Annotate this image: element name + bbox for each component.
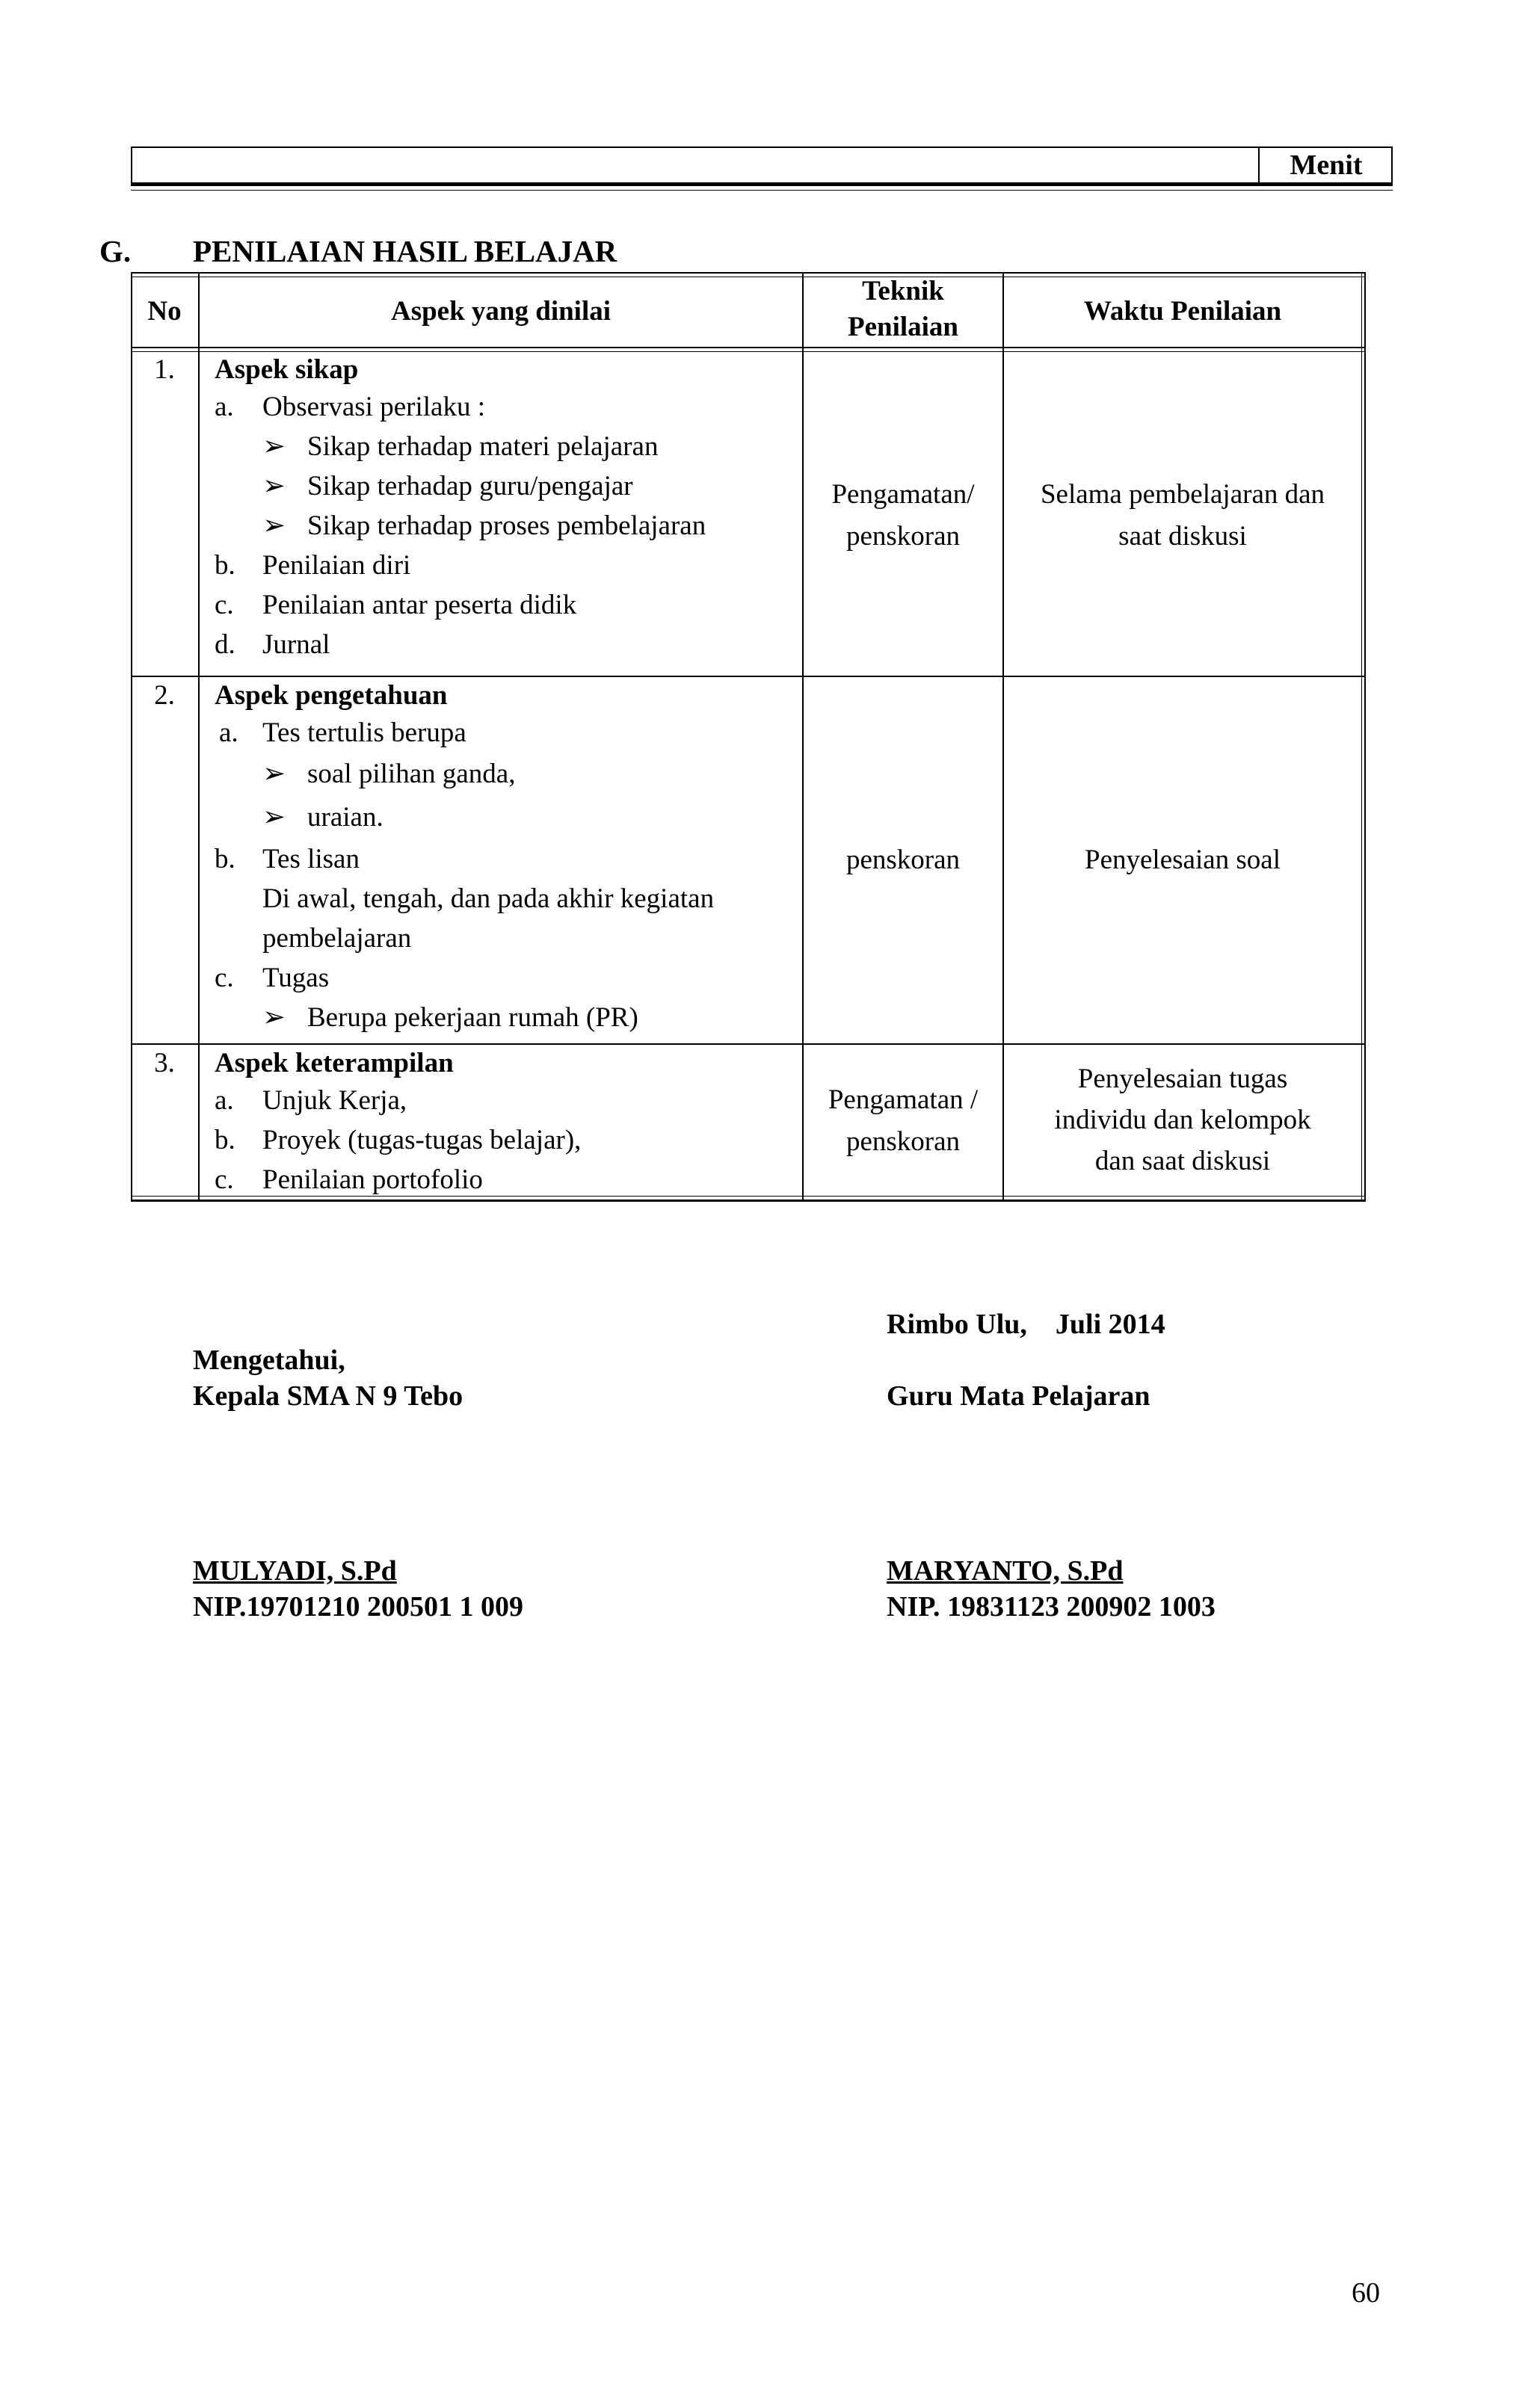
list-item: ➢ Sikap terhadap materi pelajaran xyxy=(215,427,798,466)
table-bottom-rule xyxy=(131,184,1393,186)
list-item: ➢ soal pilihan ganda, xyxy=(215,753,798,796)
table-bottom-rule-thin xyxy=(131,190,1393,191)
acknowledged-label: Mengetahui, xyxy=(193,1345,345,1376)
row-3-heading: Aspek keterampilan xyxy=(215,1048,454,1078)
arrow-bullet-icon: ➢ xyxy=(262,1002,286,1033)
teacher-title: Guru Mata Pelajaran xyxy=(887,1380,1150,1412)
assessment-table xyxy=(131,272,1366,1202)
row-1-teknik: Pengamatan/ penskoran xyxy=(831,479,975,552)
menit-label: Menit xyxy=(1290,149,1363,181)
list-item: c. Penilaian antar peserta didik xyxy=(215,590,577,620)
row-1-aspek xyxy=(215,353,798,664)
column-separator xyxy=(802,272,804,1202)
header-aspek: Aspek yang dinilai xyxy=(390,296,612,327)
header-teknik-line2: Penilaian xyxy=(847,312,959,342)
row-2-heading: Aspek pengetahuan xyxy=(215,680,448,711)
header-teknik-line1: Teknik xyxy=(862,276,944,306)
section-title: PENILAIAN HASIL BELAJAR xyxy=(193,234,617,268)
row-1-waktu: Selama pembelajaran dan saat diskusi xyxy=(1040,479,1325,552)
list-item: a. Unjuk Kerja, xyxy=(215,1085,407,1116)
column-separator xyxy=(198,272,200,1202)
arrow-bullet-icon: ➢ xyxy=(262,471,286,501)
page-number: 60 xyxy=(1352,2277,1380,2309)
row-2-teknik: penskoran xyxy=(845,845,961,875)
list-item: d. Jurnal xyxy=(215,629,330,660)
list-item: ➢ uraian. xyxy=(215,796,798,839)
row-2-waktu: Penyelesaian soal xyxy=(1085,845,1281,875)
row-3-aspek xyxy=(215,1046,798,1200)
table-border-right-inner xyxy=(1361,272,1362,1202)
place-date: Rimbo Ulu, Juli 2014 xyxy=(887,1309,1165,1340)
section-letter: G. xyxy=(99,234,132,268)
row-2-no: 2. xyxy=(154,680,175,711)
list-item: c. Tugas xyxy=(215,963,330,993)
arrow-bullet-icon: ➢ xyxy=(262,510,286,541)
row-1-no: 1. xyxy=(154,354,175,385)
table-border-bottom xyxy=(131,1200,1366,1202)
row-separator xyxy=(131,676,1366,677)
row-3-waktu: Penyelesaian tugas individu dan kelompok dan saat diskusi xyxy=(1054,1063,1311,1176)
arrow-bullet-icon: ➢ xyxy=(262,431,286,462)
row-2-aspek xyxy=(215,679,798,1037)
teacher-name: MARYANTO, S.Pd xyxy=(887,1555,1124,1587)
teacher-nip: NIP. 19831123 200902 1003 xyxy=(887,1591,1216,1623)
table-border-top xyxy=(131,272,1366,274)
list-item: b. Proyek (tugas-tugas belajar), xyxy=(215,1125,582,1155)
table-divider xyxy=(1258,148,1260,182)
row-3-teknik: Pengamatan / penskoran xyxy=(828,1084,979,1157)
arrow-bullet-icon: ➢ xyxy=(262,759,286,789)
row-3-no: 3. xyxy=(154,1048,175,1078)
header-no: No xyxy=(147,296,182,327)
list-item: ➢ Sikap terhadap guru/pengajar xyxy=(215,466,798,506)
list-item: pembelajaran xyxy=(262,923,412,954)
header-teknik xyxy=(804,274,1002,345)
list-item: ➢ Sikap terhadap proses pembelajaran xyxy=(215,506,798,546)
list-item: Di awal, tengah, dan pada akhir kegiatan xyxy=(262,883,715,914)
header-separator xyxy=(131,347,1366,348)
arrow-bullet-icon: ➢ xyxy=(262,802,286,833)
table-border-right xyxy=(1364,272,1366,1202)
list-item: c. Penilaian portofolio xyxy=(215,1164,483,1195)
header-waktu: Waktu Penilaian xyxy=(1083,296,1282,327)
list-item: a. Observasi perilaku : xyxy=(215,392,485,422)
list-item: b. Penilaian diri xyxy=(215,550,411,581)
previous-table-fragment xyxy=(131,146,1393,184)
header-separator-inner xyxy=(131,351,1366,352)
principal-title: Kepala SMA N 9 Tebo xyxy=(193,1380,463,1412)
row-1-heading: Aspek sikap xyxy=(215,354,359,385)
list-item: a. Tes tertulis berupa xyxy=(219,717,466,748)
row-separator xyxy=(131,1043,1366,1045)
principal-nip: NIP.19701210 200501 1 009 xyxy=(193,1591,523,1623)
principal-name: MULYADI, S.Pd xyxy=(193,1555,397,1587)
list-item: ➢ Berupa pekerjaan rumah (PR) xyxy=(215,998,798,1037)
list-item: b. Tes lisan xyxy=(215,844,360,874)
